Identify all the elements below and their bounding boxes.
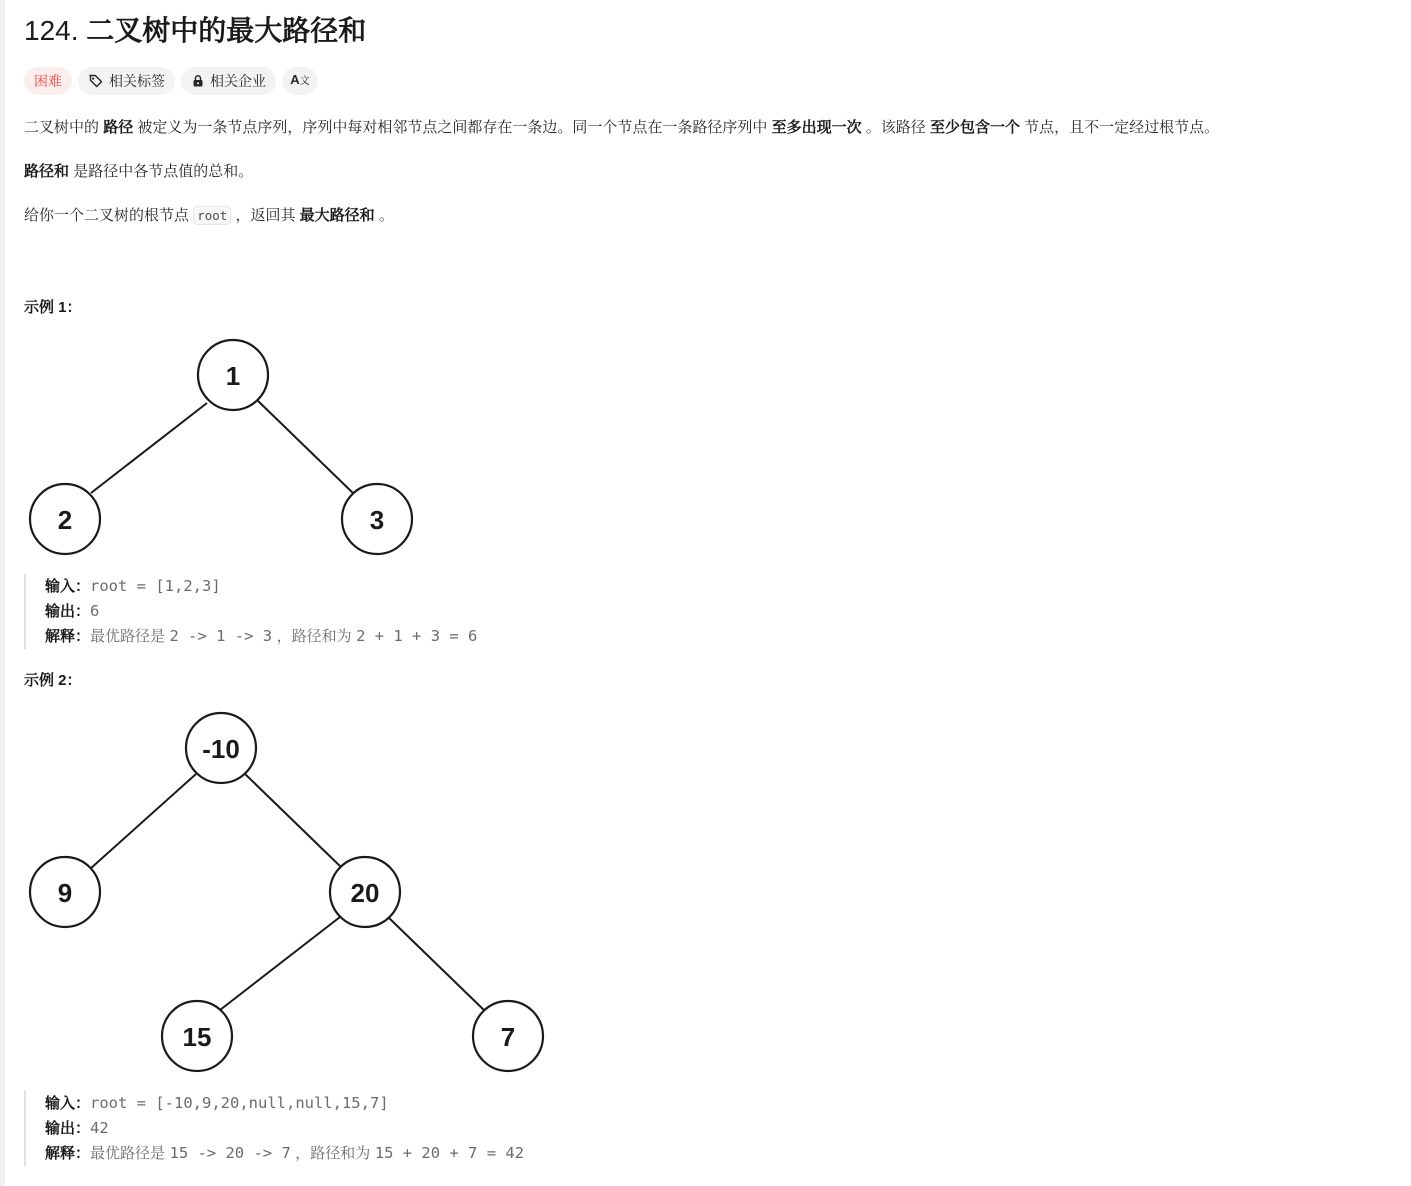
example-2-output-row — [45, 1116, 524, 1141]
tree-node-label: 3 — [369, 505, 385, 535]
tree-node-label: 15 — [182, 1022, 212, 1052]
input-label: 输入： — [45, 577, 91, 595]
description-paragraph-1: 二叉树中的 路径 被定义为一条节点序列，序列中每对相邻节点之间都存在一条边。同一个节点在一条路径序列中 至多出现一次 。该路径 至少包含一个 节点，且不一定经过根节点。 — [24, 119, 1220, 136]
tree-node-label: 20 — [350, 878, 380, 908]
example-2-explanation-row: 解释：最优路径是 15 -> 20 -> 7 ，路径和为 15 + 20 + 7 = 42 — [45, 1144, 525, 1162]
tree-edge — [220, 917, 340, 1010]
example-1-output-row — [45, 599, 477, 624]
tree-node-label: -10 — [202, 734, 240, 764]
tree-node — [162, 1001, 232, 1071]
inline-code-root: root — [193, 206, 231, 225]
tree-edge — [91, 403, 207, 493]
example-2-io-block — [24, 1091, 524, 1166]
related-companies-label: 相关企业 — [210, 73, 266, 89]
tag-icon — [88, 73, 104, 89]
tree-node-label: 9 — [57, 878, 73, 908]
example-1-tree-image — [24, 336, 424, 558]
translate-icon: A文 — [290, 72, 310, 87]
input-value: root = [-10,9,20,null,null,15,7] — [90, 1094, 389, 1112]
problem-name: 二叉树中的最大路径和 — [86, 15, 367, 46]
description-paragraph-2: 路径和 是路径中各节点值的总和。 — [24, 163, 254, 180]
tree-node — [198, 340, 268, 410]
tree-node — [30, 484, 100, 554]
tree-node-label: 7 — [500, 1022, 516, 1052]
tree-node — [30, 857, 100, 927]
tree-edge — [90, 774, 196, 869]
related-tags-button[interactable] — [78, 67, 175, 95]
output-value: 42 — [90, 1119, 109, 1137]
example-1-input-row — [45, 574, 477, 599]
description-paragraph-3: 给你一个二叉树的根节点 root ，返回其 最大路径和 。 — [24, 207, 394, 224]
output-label: 输出： — [45, 602, 91, 620]
problem-number: 124. — [24, 15, 79, 46]
explanation-label: 解释： — [45, 1144, 91, 1162]
tree-node — [342, 484, 412, 554]
tree-node — [473, 1001, 543, 1071]
problem-title[interactable] — [24, 12, 366, 50]
example-1-explanation-row: 解释：最优路径是 2 -> 1 -> 3 ，路径和为 2 + 1 + 3 = 6 — [45, 627, 478, 645]
tree-edge — [256, 399, 354, 494]
example-2-title: 示例 2： — [24, 672, 82, 689]
difficulty-label: 困难 — [34, 73, 62, 89]
input-value: root = [1,2,3] — [90, 577, 221, 595]
example-2-input-row — [45, 1091, 524, 1116]
input-label: 输入： — [45, 1094, 91, 1112]
explanation-label: 解释： — [45, 627, 91, 645]
example-1-io-block — [24, 574, 477, 649]
example-1-title: 示例 1： — [24, 299, 82, 316]
output-label: 输出： — [45, 1119, 91, 1137]
tree-edge — [244, 773, 342, 868]
example-2-tree-image — [24, 710, 554, 1076]
tree-node — [330, 857, 400, 927]
tree-node-label: 1 — [225, 361, 241, 391]
tree-node-label: 2 — [57, 505, 73, 535]
related-tags-label: 相关标签 — [109, 73, 165, 89]
lock-icon — [191, 74, 205, 88]
output-value: 6 — [90, 602, 100, 620]
tree-edge — [388, 917, 486, 1012]
problem-tags — [24, 67, 318, 95]
tree-node — [186, 713, 256, 783]
translate-button[interactable] — [282, 67, 318, 95]
difficulty-badge — [24, 67, 72, 95]
related-companies-button[interactable] — [181, 67, 276, 95]
